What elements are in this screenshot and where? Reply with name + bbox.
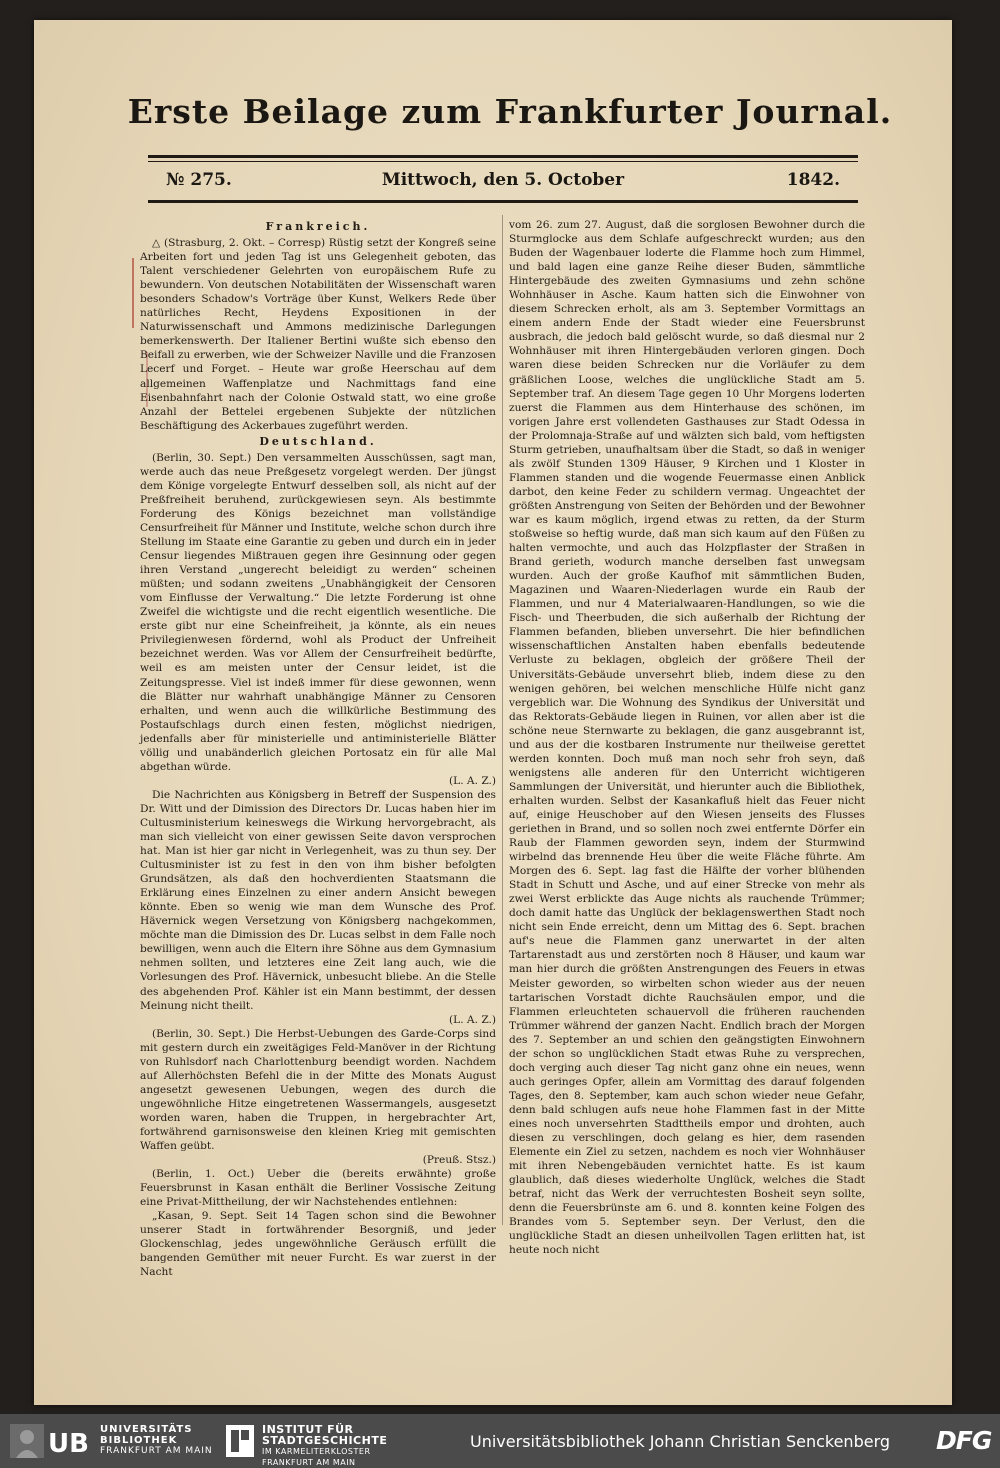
- article-paragraph: (Berlin, 30. Sept.) Die Herbst-Uebungen des Garde-Corps sind mit gestern durch ein zweitägiges Feld-Manöver in der Richtung von Ruhlsdorf nach Charlottenburg beendigt worden. Nachdem auf Allerhöchsten Befehl die in der Mitte des Monats August angesetzt gewesenen Uebungen, wegen des durch die ungewöhnliche Hitze eingetretenen Wassermangels, ausgesetzt worden waren, haben die Truppen, in hergebrachter Art, fortwährend garnisonsweise den kleinen Krieg mit gemischten Waffen geübt.: [140, 1027, 496, 1153]
- isg-logo-text: [262, 1424, 387, 1468]
- article-paragraph: „Kasan, 9. Sept. Seit 14 Tagen schon sind die Bewohner unserer Stadt in fortwährender Besorgniß, und jeder Glockenschlag, jedes ungewöhnliche Geräusch erfüllt die bangenden Gemüther mit neuer Furcht. Es war zuerst in der Nacht: [140, 1210, 496, 1279]
- left-column: [140, 218, 496, 1279]
- masthead-rule-top-thin: [148, 161, 858, 162]
- article-paragraph: △ (Strasburg, 2. Okt. – Corresp) Rüstig setzt der Kongreß seine Arbeiten fort und jeden Tag ist uns Gelegenheit geboten, das Talent verschiedener Gelehrten von europäischem Rufe zu bewundern. Von deutschen Notabilitäten der Wissenschaft waren besonders Schadow's Vorträge über Kunst, Welkers Rede über natürliches Recht, Heydens Expositionen in der Naturwissenschaft und Ammons medizinische Darlegungen bemerkenswerth. Der Italiener Bertini wußte sich ebenso den Beifall zu erwerben, wie der Schweizer Naville und die Franzosen Lecerf und Forget. – Heute war große Heerschau auf dem allgemeinen Waffenplatze und Nachmittags fand eine Eisenbahnfahrt nach der Colonie Ostwald statt, wo eine große Anzahl der Bettelei ergebenen Subjekte der nützlichen Beschäftigung des Ackerbaues zugeführt werden.: [140, 237, 496, 432]
- ub-line-1: UNIVERSITÄTS: [100, 1424, 193, 1435]
- ub-mark-text: UB: [48, 1429, 89, 1459]
- dateline: [148, 170, 858, 196]
- footer-bar: [0, 1414, 1000, 1468]
- article-paragraph: (Berlin, 1. Oct.) Ueber die (bereits erwähnte) große Feuersbrunst in Kasan enthält die Berliner Vossische Zeitung eine Privat-Mittheilung, der wir Nachstehendes entlehnen:: [140, 1168, 496, 1209]
- dfg-logo[interactable]: DFG: [936, 1426, 992, 1455]
- masthead-title: Erste Beilage zum Frankfurter Journal.: [127, 92, 893, 131]
- ub-logo-icon: [10, 1424, 94, 1458]
- source-attribution: (Preuß. Stsz.): [422, 1154, 496, 1167]
- ub-line-2: BIBLIOTHEK: [100, 1435, 178, 1446]
- section-heading: Deutschland.: [259, 434, 377, 448]
- issue-date: Mittwoch, den 5. October: [381, 170, 625, 190]
- source-attribution: (L. A. Z.): [449, 1013, 496, 1026]
- isg-logo-icon: [226, 1425, 254, 1457]
- article-paragraph: (Berlin, 30. Sept.) Den versammelten Ausschüssen, sagt man, werde auch das neue Preßgesetz vorgelegt werden. Der jüngst dem Könige vorgelegte Entwurf desselben soll, als nicht auf der Preßfreiheit beruhend, zurückgewiesen seyn. Als bestimmte Forderung des Königs bezeichnet man vollständige Censurfreiheit für Männer und Institute, welche schon durch ihre Stellung im Staate eine Garantie zu geben und durch ein in jeder Censur liegendes Mißtrauen gegen ihre Gesinnung oder gegen ihren Verstand „ungerecht beleidigt zu werden“ scheinen müßten; und sodann zweitens „Unabhängigkeit der Censoren vom Einflusse der Verwaltung.“ Die letzte Forderung ist ohne Zweifel die wichtigste und die recht eigentlich wesentliche. Die erste gibt nur eine Scheinfreiheit, ja könnte, als ein neues Privilegienwesen fördernd, wohl als Product der Unfreiheit bezeichnet werden. Was vor Allem der Censurfreiheit bedürfte, weil es am meisten unter der Censur leidet, ist die Zeitungspresse. Viel ist indeß immer für diese gewonnen, wenn die Blätter nur wahrhaft unabhängige Männer zu Censoren erhalten, und wenn auch die willkürliche Bestimmung des Postaufschlags durch einen festen, möglichst niedrigen, jedenfalls aber für ministerielle und antiministerielle Blätter völlig und unabänderlich gleichen Portosatz ein für alle Mal abgethan würde.: [140, 451, 496, 773]
- isg-line-4: FRANKFURT AM MAIN: [262, 1458, 356, 1467]
- section-heading: Frankreich.: [265, 220, 371, 233]
- right-column: [509, 218, 865, 1257]
- source-attribution: (L. A. Z.): [449, 774, 496, 787]
- ub-line-3: FRANKFURT AM MAIN: [100, 1446, 213, 1456]
- article-paragraph: vom 26. zum 27. August, daß die sorglosen Bewohner durch die Sturmglocke aus dem Schlafe aufgeschreckt wurden; aus den Buden der Wagenbauer loderte die Flamme hoch zum Himmel, und bald lagen eine ganze Reihe dieser Buden, sämmtliche Hintergebäude des zweiten Gymnasiums und zehn schöne Wohnhäuser in Asche. Kaum hatten sich die Einwohner von diesem Schrecken erholt, als am 3. September Vormittags an einem andern Ende der Stadt wieder eine Feuersbrunst ausbrach, die jedoch bald gelöscht wurde, so daß diesmal nur 2 Wohnhäuser mit ihren Hintergebäuden verloren gingen. Doch waren diese beiden Schrecken nur die Vorläufer zu dem gräßlichen Loose, welches die unglückliche Stadt am 5. September traf. An diesem Tage gegen 10 Uhr Morgens loderten zuerst die Flammen aus dem Hinterhause des schönen, im vorigen Jahre erst vollendeten Gasthauses zur Stadt Odessa in der Prolomnaja-Straße auf und wälzten sich bald, vom heftigsten Sturm getrieben, unaufhaltsam über die Stadt, so daß in weniger als zwölf Stunden 1309 Häuser, 9 Kirchen und 1 Kloster in Flammen standen und die wogende Feuermasse einen Anblick darbot, den keine Feder zu schildern vermag. Ungeachtet der größten Anstrengung von Seiten der Behörden und der Bewohner war es kaum möglich, irgend etwas zu retten, da der Sturm stoßweise so heftig wurde, daß man sich kaum auf den Füßen zu halten vermochte, und auch das Holzpflaster der Straßen in Brand gerieth, wodurch manche derselben fast unwegsam wurden. Auch der große Kaufhof mit sämmtlichen Buden, Magazinen und Waaren-Niederlagen wurde ein Raub der Flammen, und nur 4 Materialwaaren-Handlungen, so wie die Fisch- und Theerbuden, die sich außerhalb der Richtung der Flammen befanden, blieben unversehrt. Die hier befindlichen wissenschaftlichen Anstalten haben ebenfalls bedeutende Verluste zu beklagen, obgleich der größere Theil der Universitäts-Gebäude unversehrt blieb, indem diese zu den wenigen gehören, bei welchen menschliche Hülfe nicht ganz vergeblich war. Die Wohnung des Syndikus der Universität und das Rektorats-Gebäude liegen in Ruinen, vor allen aber ist die schöne neue Sternwarte zu beklagen, die ganz ausgebrannt ist, und aus der die kostbaren Instrumente nur theilweise gerettet werden konnten. Doch muß man noch sehr froh seyn, daß wenigstens alle anderen für den Unterricht wichtigeren Sammlungen der Universität, und hierunter auch die Bibliothek, erhalten wurden. Selbst der Kasankafluß hielt das Feuer nicht auf, einige Heuschober auf den Wiesen jenseits des Flusses geriethen in Brand, und so sollen noch zwei entfernte Dörfer ein Raub der Flammen geworden seyn, indem der Sturmwind wirbelnd das brennende Heu über die weite Fläche führte. Am Morgen des 6. Sept. lag fast die Hälfte der vorher blühenden Stadt in Schutt und Asche, und auf einer Strecke von mehr als zwei Werst erblickte das Auge nichts als rauchende Trümmer; doch damit hatte das Unglück der beklagenswerthen Stadt noch nicht sein Ende erreicht, denn um Mittag des 6. Sept. brachen auf's neue die Flammen ganz unerwartet in der alten Tartarenstadt aus und zerstörten noch 8 Häuser, und kaum war man hier durch die größten Anstrengungen des Feuers in etwas Meister geworden, so wirbelten schon wieder aus der neuen tartarischen Vorstadt dichte Rauchsäulen empor, und die Flammen erleuchteten schauervoll die früheren rauchenden Trümmer während der ganzen Nacht. Endlich brach der Morgen des 7. September an und schien den geängstigten Einwohnern der schon so unglücklichen Stadt etwas Ruhe zu versprechen, doch verging auch dieser Tag nicht ganz ohne ein neues, wenn auch geringes Opfer, allein am Vormittag des darauf folgenden Tages, den 8. September, kam auch schon wieder neue Gefahr, denn bald schlugen aufs neue hohe Flammen fast in der Mitte eines noch unversehrten Stadttheils empor und drohten, auch diesen zu verschlingen, doch gelang es hier, dem rasenden Elemente ein Ziel zu setzen, nachdem es noch vier Wohnhäuser mit ihren Nebengebäuden vernichtet hatte. Es ist kaum glaublich, daß dieses wiederholte Unglück, welches die Stadt betraf, nicht das Werk der verruchtesten Bosheit seyn sollte, denn die Feuersbrünste am 6. und 8. konnten keine Folgen des Brandes vom 5. September seyn. Der Verlust, den die unglückliche Stadt an diesen unheilvollen Tagen erlitten hat, ist heute noch nicht: [509, 219, 865, 1257]
- masthead-rule-top: [148, 155, 858, 158]
- isg-line-3: IM KARMELITERKLOSTER: [262, 1447, 371, 1456]
- isg-line-2: STADTGESCHICHTE: [262, 1434, 388, 1447]
- isg-line-1: INSTITUT FÜR: [262, 1423, 354, 1436]
- article-paragraph: Die Nachrichten aus Königsberg in Betreff der Suspension des Dr. Witt und der Dimission des Directors Dr. Lucas haben hier im Cultusministerium keineswegs die Wirkung hervorgebracht, als man sich vielleicht von einer gewissen Seite davon versprochen hat. Man ist hier gar nicht in Verlegenheit, was zu thun sey. Der Cultusminister ist zu fest in den von ihm bisher befolgten Grundsätzen, als daß den hochverdienten Staatsmann die Erklärung eines Einzelnen zu einer andern Ansicht bewegen könnte. Eben so wenig wie man dem Wunsche des Prof. Hävernick wegen Versetzung von Königsberg nachgekommen, möchte man die Dimission des Dr. Lucas selbst in dem Falle noch bewilligen, wenn auch die Eltern ihre Söhne aus dem Gymnasium nehmen sollten, und letzteres eine Zeit lang auch, wie die Vorlesungen des Prof. Hävernick, unbesucht bliebe. An die Stelle des abgehenden Prof. Kähler ist ein Mann bestimmt, der dessen Meinung nicht theilt.: [140, 788, 496, 1012]
- issue-number: № 275.: [166, 170, 232, 190]
- ub-logo-text: [100, 1424, 213, 1457]
- column-separator: [502, 215, 503, 1225]
- footer-library-name[interactable]: Universitätsbibliothek Johann Christian Senckenberg: [470, 1432, 891, 1451]
- dateline-rule-bottom: [148, 200, 858, 203]
- issue-year: 1842.: [786, 170, 840, 190]
- red-pencil-mark: [132, 258, 134, 328]
